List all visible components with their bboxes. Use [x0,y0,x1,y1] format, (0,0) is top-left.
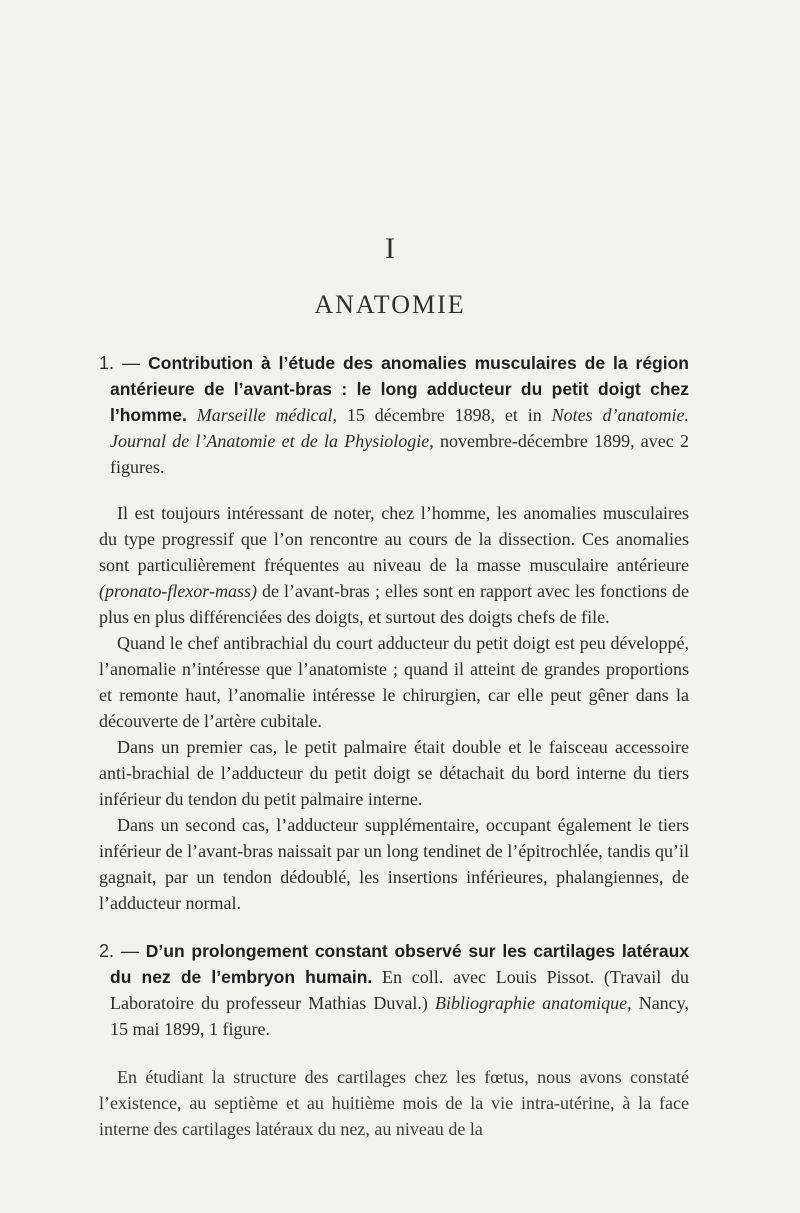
text-run: , Nancy, 15 mai 1899, 1 figure. [110,993,690,1039]
text-run: , novembre-décembre 1899, avec 2 figures. [110,431,689,477]
entry-1-number: 1. [99,353,115,373]
text-run: Dans un second cas, l’adducteur supplémentaire, occupant également le tiers inférieur de l’avant-bras naissait par un long tendinet de l’épitrochlée, tandis qu’il gagnait, par un tendon dédoublé, les insertions inférieures, phalangiennes, de l’adducteur normal. [99,815,689,913]
entry-1-dash: — [114,353,149,373]
italic-text: Marseille médical [196,405,333,425]
italic-text: (pronato-flexor-mass) [99,581,257,601]
entry-2-body [99,1064,689,1142]
entry-2-number: 2. [99,941,115,961]
part-title: ANATOMIE [314,290,466,319]
text-run: Dans un premier cas, le petit palmaire était double et le faisceau accessoire anti-brachial de l’adducteur du petit doigt se détachait du bord interne du tiers inférieur du tendon du petit palmaire interne. [99,737,689,809]
entry-1-paragraph-2 [99,630,689,734]
text-run: de l’avant-bras ; elles sont en rapport avec les fonctions de plus en plus différenciées des doigts, et surtout des doigts chefs de file. [99,581,689,627]
text-run: En coll. avec Louis Pissot. (Travail du Laboratoire du professeur Mathias Duval.) [110,967,689,1013]
entry-1 [99,350,689,916]
italic-text: Notes d’anatomie. Journal de l’Anatomie et de la Physiologie [110,405,690,451]
entry-1-reference [99,350,689,480]
entry-1-paragraph-3 [99,734,689,812]
text-run: En étudiant la structure des cartilages chez les fœtus, nous avons constaté l’existence, au septième et au huitième mois de la vie intra-utérine, à la face interne des cartilages latéraux du nez, au niveau de la [99,1067,689,1139]
entry-1-paragraph-4 [99,812,689,916]
entry-1-body [99,500,689,916]
entry-2-title: D’un prolongement constant observé sur les cartilages latéraux du nez de l’embryon humain. [110,941,689,987]
italic-text: Bibliographie anatomique [434,993,628,1013]
entry-2-paragraph-1 [99,1064,689,1142]
entry-2 [99,938,689,1142]
entry-2-dash: — [114,941,146,961]
entry-2-reference [99,938,689,1042]
text-run: Quand le chef antibrachial du court adducteur du petit doigt est peu développé, l’anomalie n’intéresse que l’anatomiste ; quand il atteint de grandes proportions et remonte haut, l’anomalie intéresse le chirurgien, car elle peut gêner dans la découverte de l’artère cubitale. [99,633,689,731]
text-run: Il est toujours intéressant de noter, chez l’homme, les anomalies musculaires du type progressif que l’on rencontre au cours de la dissection. Ces anomalies sont particulièrement fréquentes au niveau de la masse musculaire antérieure [99,503,689,575]
entry-1-citation [110,405,689,477]
entry-1-paragraph-1 [99,500,689,630]
entry-1-title: Contribution à l’étude des anomalies musculaires de la région antérieure de l’avant-bras : le long adducteur du petit doigt chez l’homme. [110,353,689,425]
text-run [187,405,197,425]
part-number: I [385,232,395,265]
text-run: , 15 décembre 1898, et in [332,405,552,425]
